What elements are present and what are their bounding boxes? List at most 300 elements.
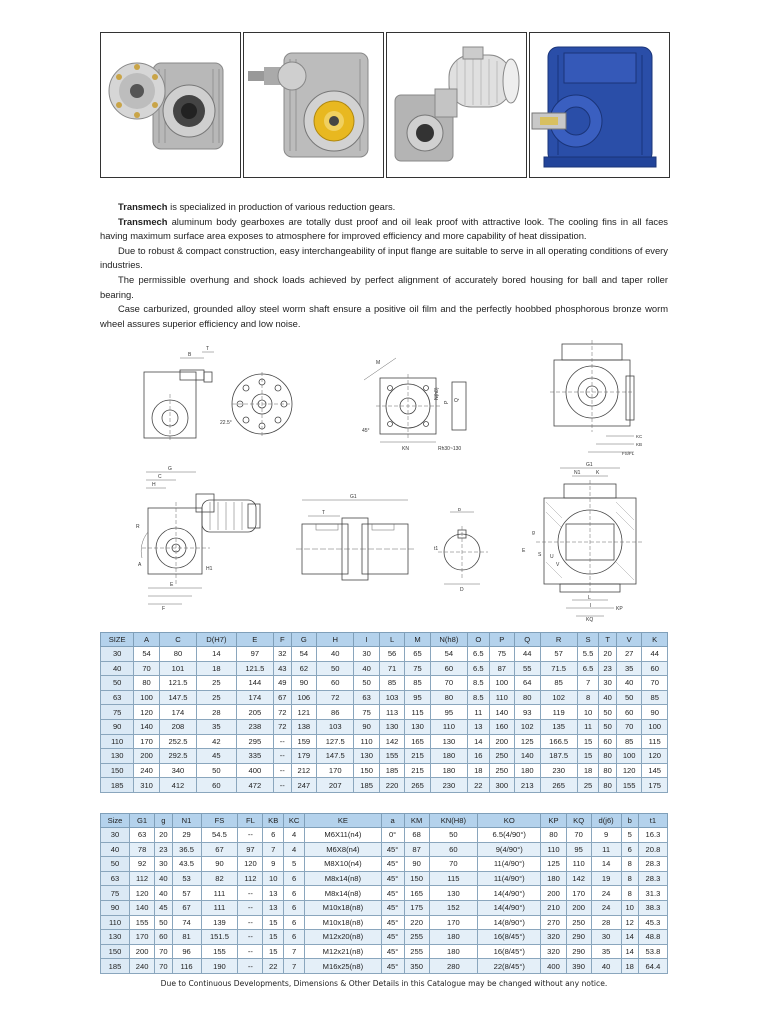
table-cell: 16(8/45°) — [478, 944, 541, 959]
table-cell: 72 — [273, 719, 291, 734]
table-cell: 11 — [577, 719, 599, 734]
table-row — [101, 778, 668, 793]
table-cell: -- — [238, 930, 263, 945]
table-cell: 170 — [317, 763, 354, 778]
label-g1-section: G1 — [586, 462, 593, 468]
table-cell: 121 — [291, 705, 316, 720]
table-cell: 14 — [197, 647, 237, 662]
table-cell: M6X11(n4) — [305, 828, 381, 843]
table-cell: 90 — [291, 676, 316, 691]
column-header: P — [489, 633, 514, 647]
table-cell: 6 — [283, 900, 304, 915]
table-cell: 78 — [130, 842, 155, 857]
table-cell: 139 — [201, 915, 238, 930]
intro-paragraph-3: Due to robust & compact construction, easy interchangeability of input flange are suitable to serve in all operating conditions of every industries. — [100, 244, 668, 271]
table-cell: 42 — [197, 734, 237, 749]
table-cell: 111 — [201, 900, 238, 915]
table-cell: 72 — [273, 705, 291, 720]
table-cell: 45° — [381, 857, 404, 872]
label-t1: t1 — [434, 546, 439, 552]
table-cell: 212 — [291, 763, 316, 778]
table-cell: 30 — [155, 857, 172, 872]
table-cell: 85 — [616, 734, 641, 749]
table-cell: 80 — [134, 676, 159, 691]
table-cell: 22 — [468, 778, 490, 793]
table-cell: 45° — [381, 871, 404, 886]
table-cell: 100 — [642, 719, 668, 734]
table-cell: 87 — [489, 661, 514, 676]
table-cell: 175 — [642, 778, 668, 793]
table-cell: 32 — [273, 647, 291, 662]
table-cell: -- — [273, 749, 291, 764]
table-cell: 180 — [430, 763, 467, 778]
table-cell: 8.5 — [468, 676, 490, 691]
size-cell: 40 — [101, 661, 134, 676]
table-cell: 110 — [430, 719, 467, 734]
table-cell: 50 — [354, 676, 379, 691]
label-h1: H1 — [206, 566, 213, 572]
size-cell: 130 — [101, 749, 134, 764]
column-header: g — [155, 814, 172, 828]
label-g-small: g — [532, 530, 535, 536]
size-cell: 90 — [101, 900, 130, 915]
table-cell: 144 — [236, 676, 273, 691]
table-cell: 125 — [515, 734, 540, 749]
column-header: KP — [541, 814, 566, 828]
table-cell: 18 — [197, 661, 237, 676]
table-cell: 300 — [489, 778, 514, 793]
table-cell: 40 — [354, 661, 379, 676]
table-cell: 90 — [201, 857, 238, 872]
label-q: Q — [454, 398, 460, 402]
label-kn: KN — [402, 446, 409, 452]
column-header: Q — [515, 633, 540, 647]
table-cell: 40 — [155, 886, 172, 901]
size-cell: 110 — [101, 734, 134, 749]
column-header: KC — [283, 814, 304, 828]
table-cell: 20 — [155, 828, 172, 843]
table-cell: 185 — [379, 763, 404, 778]
table-cell: 4 — [283, 828, 304, 843]
table-cell: 6.5 — [577, 661, 599, 676]
table-cell: 14(8/90°) — [478, 915, 541, 930]
table-cell: 210 — [541, 900, 566, 915]
shaft-section-drawing — [434, 508, 494, 592]
table-cell: 320 — [541, 944, 566, 959]
table-cell: 4 — [283, 842, 304, 857]
table-cell: 70 — [566, 828, 591, 843]
worm-gearbox-photo-1 — [100, 32, 241, 178]
label-b: B — [188, 352, 192, 358]
table-cell: 14 — [468, 734, 490, 749]
size-cell: 75 — [101, 886, 130, 901]
table-cell: 179 — [291, 749, 316, 764]
table-cell: 25 — [577, 778, 599, 793]
table-cell: 50 — [317, 661, 354, 676]
column-header: M — [405, 633, 430, 647]
table-cell: 92 — [130, 857, 155, 872]
table-cell: 57 — [172, 886, 201, 901]
table-cell: 412 — [159, 778, 196, 793]
table-cell: 320 — [541, 930, 566, 945]
table-cell: 12 — [621, 915, 638, 930]
table-cell: 10 — [577, 705, 599, 720]
table-cell: 247 — [291, 778, 316, 793]
table-cell: 44 — [515, 647, 540, 662]
table-cell: 50 — [599, 719, 617, 734]
table-cell: 290 — [566, 930, 591, 945]
table-cell: 187.5 — [540, 749, 577, 764]
table-row — [101, 900, 668, 915]
table-cell: 85 — [642, 690, 668, 705]
table-cell: 255 — [404, 930, 429, 945]
table-cell: 40 — [155, 871, 172, 886]
column-header: N(h8) — [430, 633, 467, 647]
table-cell: 28.3 — [638, 871, 667, 886]
table-cell: 120 — [238, 857, 263, 872]
table-cell: 150 — [354, 763, 379, 778]
size-cell: 40 — [101, 842, 130, 857]
table-cell: 22(8/45°) — [478, 959, 541, 974]
table-cell: 70 — [134, 661, 159, 676]
table-cell: 80 — [599, 763, 617, 778]
table-cell: 24 — [591, 886, 621, 901]
label-kp: KP — [616, 606, 623, 612]
table-cell: 60 — [317, 676, 354, 691]
intro-text — [100, 200, 668, 331]
table-cell: 53.8 — [638, 944, 667, 959]
label-fsfl: FS/FL — [622, 451, 635, 456]
size-cell: 63 — [101, 871, 130, 886]
label-b-key: b — [458, 508, 461, 513]
label-g1: G1 — [350, 494, 357, 500]
table-cell: 120 — [130, 886, 155, 901]
table-cell: 16(8/45°) — [478, 930, 541, 945]
table-cell: 43 — [273, 661, 291, 676]
table-cell: -- — [273, 734, 291, 749]
table-cell: 11(4/90°) — [478, 857, 541, 872]
column-header: a — [381, 814, 404, 828]
table-cell: 265 — [540, 778, 577, 793]
table-row — [101, 763, 668, 778]
table-row — [101, 676, 668, 691]
size-cell: 130 — [101, 930, 130, 945]
table-row — [101, 930, 668, 945]
column-header: H — [317, 633, 354, 647]
table-cell: 15 — [577, 749, 599, 764]
table-cell: 45.3 — [638, 915, 667, 930]
table-cell: 220 — [379, 778, 404, 793]
table-cell: 5.5 — [577, 647, 599, 662]
table-cell: 55 — [515, 661, 540, 676]
label-g: G — [168, 466, 172, 472]
table-cell: 40 — [616, 676, 641, 691]
table-cell: 28.3 — [638, 857, 667, 872]
table-cell: 147.5 — [159, 690, 196, 705]
table-cell: 138 — [291, 719, 316, 734]
technical-drawings — [100, 336, 668, 626]
table-cell: 6.5(4/90°) — [478, 828, 541, 843]
table-cell: 180 — [515, 763, 540, 778]
table-cell: 160 — [489, 719, 514, 734]
table-cell: 6 — [283, 915, 304, 930]
table-cell: 140 — [134, 719, 159, 734]
table-cell: 15 — [263, 915, 283, 930]
column-header: V — [616, 633, 641, 647]
dimensions-table-2 — [100, 813, 668, 974]
table-cell: 30 — [599, 676, 617, 691]
table-cell: 60 — [599, 734, 617, 749]
table-cell: 112 — [130, 871, 155, 886]
table-cell: 125 — [541, 857, 566, 872]
table-cell: 103 — [379, 690, 404, 705]
table-cell: M6X8(n4) — [305, 842, 381, 857]
table-cell: 112 — [238, 871, 263, 886]
table-cell: 85 — [405, 676, 430, 691]
table-cell: 120 — [134, 705, 159, 720]
column-header: b — [621, 814, 638, 828]
input-flange-drawing — [350, 350, 500, 460]
table-cell: 45° — [381, 842, 404, 857]
column-header: KN(H8) — [429, 814, 477, 828]
table-cell: 54 — [291, 647, 316, 662]
table-cell: 22 — [263, 959, 283, 974]
table-cell: 130 — [379, 719, 404, 734]
table-cell: 120 — [616, 763, 641, 778]
size-cell: 30 — [101, 828, 130, 843]
table-cell: 110 — [566, 857, 591, 872]
table-cell: 151.5 — [201, 930, 238, 945]
table-cell: 9 — [263, 857, 283, 872]
table-row — [101, 871, 668, 886]
table-cell: 180 — [429, 930, 477, 945]
table-cell: M16x25(n8) — [305, 959, 381, 974]
table-cell: 8 — [621, 857, 638, 872]
column-header: K — [642, 633, 668, 647]
table-cell: 100 — [489, 676, 514, 691]
column-header: KM — [404, 814, 429, 828]
table-cell: 265 — [405, 778, 430, 793]
size-cell: 150 — [101, 944, 130, 959]
table-cell: 31.3 — [638, 886, 667, 901]
table-cell: 6.5 — [468, 647, 490, 662]
table-cell: 95 — [405, 690, 430, 705]
table-cell: 100 — [616, 749, 641, 764]
size-cell: 50 — [101, 676, 134, 691]
label-kq: KQ — [586, 617, 594, 622]
table-cell: 200 — [489, 734, 514, 749]
table-cell: 215 — [405, 763, 430, 778]
table-cell: 9 — [591, 828, 621, 843]
table-cell: 35 — [591, 944, 621, 959]
table-cell: 15 — [577, 734, 599, 749]
table-cell: 62 — [291, 661, 316, 676]
table-cell: 65 — [405, 647, 430, 662]
label-v: V — [556, 562, 560, 568]
size-cell: 110 — [101, 915, 130, 930]
table-cell: -- — [238, 886, 263, 901]
table-cell: 340 — [159, 763, 196, 778]
table-cell: -- — [238, 915, 263, 930]
table-cell: 63 — [354, 690, 379, 705]
table-cell: 13 — [263, 886, 283, 901]
table-cell: 142 — [566, 871, 591, 886]
table-cell: 95 — [430, 705, 467, 720]
table-cell: 140 — [515, 749, 540, 764]
table-cell: 390 — [566, 959, 591, 974]
table-cell: 54 — [134, 647, 159, 662]
table-cell: 45° — [381, 886, 404, 901]
table-cell: 70 — [155, 959, 172, 974]
label-angle-45: 45° — [362, 428, 370, 434]
table-cell: 67 — [273, 690, 291, 705]
table-cell: 60 — [642, 661, 668, 676]
table-cell: 165 — [405, 734, 430, 749]
table-cell: 102 — [540, 690, 577, 705]
table-cell: 230 — [430, 778, 467, 793]
table-cell: M12x20(n8) — [305, 930, 381, 945]
table-cell: 68 — [404, 828, 429, 843]
label-e-section: E — [522, 548, 526, 554]
column-header: N1 — [172, 814, 201, 828]
table-cell: 100 — [134, 690, 159, 705]
table-cell: 6 — [621, 842, 638, 857]
table-cell: 150 — [404, 871, 429, 886]
table-cell: 60 — [429, 842, 477, 857]
table-cell: 74 — [172, 915, 201, 930]
dimensions-table-1 — [100, 632, 668, 793]
table-cell: 230 — [540, 763, 577, 778]
table-cell: 240 — [134, 763, 159, 778]
intro-paragraph-2: Transmech aluminum body gearboxes are totally dust proof and oil leak proof with attractive look. The cooling fins in all faces having maximum surface area exposes to atmosphere for improved efficiency and more capability of heat dissipation. — [100, 215, 668, 242]
table-cell: 72 — [317, 690, 354, 705]
table-cell: M8x14(n8) — [305, 871, 381, 886]
table-cell: 174 — [236, 690, 273, 705]
table-cell: 23 — [599, 661, 617, 676]
table-cell: 16 — [468, 749, 490, 764]
table-row — [101, 915, 668, 930]
table-cell: M8x14(n8) — [305, 886, 381, 901]
table-cell: 64.4 — [638, 959, 667, 974]
label-kc: KC — [636, 434, 643, 439]
table-cell: 255 — [404, 944, 429, 959]
table-cell: 35 — [197, 719, 237, 734]
table-cell: 18 — [621, 959, 638, 974]
table-cell: 11 — [468, 705, 490, 720]
table-cell: 96 — [172, 944, 201, 959]
label-c: C — [158, 474, 162, 480]
table-cell: 20.8 — [638, 842, 667, 857]
gearbox-side-and-flange-drawing — [136, 344, 296, 454]
table-cell: 6.5 — [468, 661, 490, 676]
table-cell: 24 — [591, 900, 621, 915]
table-cell: 29 — [172, 828, 201, 843]
table-cell: 30 — [591, 930, 621, 945]
table-cell: 119 — [540, 705, 577, 720]
table-cell: 170 — [134, 734, 159, 749]
table-cell: 7 — [283, 944, 304, 959]
table-cell: 80 — [159, 647, 196, 662]
table-cell: 28 — [591, 915, 621, 930]
table-cell: 87 — [404, 842, 429, 857]
table-row — [101, 719, 668, 734]
table-cell: 97 — [238, 842, 263, 857]
column-header: D(H7) — [197, 633, 237, 647]
table-cell: 240 — [130, 959, 155, 974]
label-t-shaft: T — [322, 510, 326, 516]
column-header: F — [273, 633, 291, 647]
table-cell: -- — [238, 900, 263, 915]
table-cell: 208 — [159, 719, 196, 734]
table-cell: 10 — [621, 900, 638, 915]
table-cell: 80 — [541, 828, 566, 843]
table-cell: 175 — [404, 900, 429, 915]
table-cell: 50 — [599, 705, 617, 720]
label-i: I — [590, 603, 592, 609]
column-header: KO — [478, 814, 541, 828]
table-cell: 80 — [599, 778, 617, 793]
table-cell: 75 — [354, 705, 379, 720]
column-header: d(j6) — [591, 814, 621, 828]
output-shaft-drawing — [296, 494, 416, 594]
size-cell: 185 — [101, 778, 134, 793]
worm-gearbox-photo-2 — [243, 32, 384, 178]
table-row — [101, 749, 668, 764]
table-cell: 75 — [405, 661, 430, 676]
brand-name: Transmech — [118, 201, 168, 212]
table-cell: 335 — [236, 749, 273, 764]
table-cell: 130 — [430, 734, 467, 749]
column-header: L — [379, 633, 404, 647]
table-cell: 6 — [263, 828, 283, 843]
table-cell: 45° — [381, 944, 404, 959]
table-cell: 9(4/90°) — [478, 842, 541, 857]
table-cell: 54.5 — [201, 828, 238, 843]
table-cell: 86 — [317, 705, 354, 720]
table-cell: 180 — [429, 944, 477, 959]
column-header: t1 — [638, 814, 667, 828]
label-m: M — [376, 360, 381, 366]
table-row — [101, 690, 668, 705]
table-cell: 80 — [430, 690, 467, 705]
column-header: S — [577, 633, 599, 647]
table-cell: 292.5 — [159, 749, 196, 764]
table-cell: 152 — [429, 900, 477, 915]
table-cell: 45° — [381, 900, 404, 915]
table-cell: 44 — [642, 647, 668, 662]
table-cell: 16.3 — [638, 828, 667, 843]
table-cell: 49 — [273, 676, 291, 691]
table-cell: 190 — [201, 959, 238, 974]
table-cell: 14(4/90°) — [478, 886, 541, 901]
table-cell: 45° — [381, 930, 404, 945]
table-cell: 15 — [263, 930, 283, 945]
table-cell: 250 — [489, 749, 514, 764]
table-cell: 40 — [599, 690, 617, 705]
table-cell: 147.5 — [317, 749, 354, 764]
table-cell: 252.5 — [159, 734, 196, 749]
size-cell: 185 — [101, 959, 130, 974]
table-cell: 40 — [317, 647, 354, 662]
table-row — [101, 661, 668, 676]
table-header-row — [101, 633, 668, 647]
size-cell: 75 — [101, 705, 134, 720]
table-cell: 170 — [429, 915, 477, 930]
table-cell: 70 — [429, 857, 477, 872]
table-cell: 200 — [566, 900, 591, 915]
table-cell: 14 — [621, 944, 638, 959]
table-cell: 115 — [405, 705, 430, 720]
